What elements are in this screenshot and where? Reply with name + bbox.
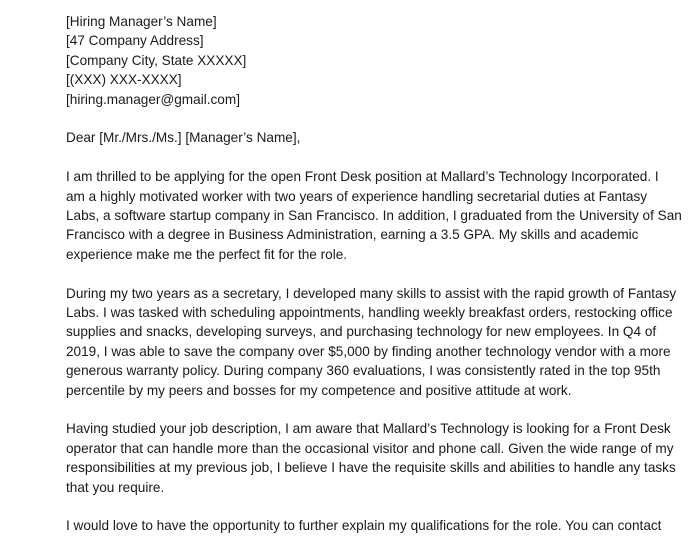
paragraph-line: am a highly motivated worker with two years of experience handling secretarial duties at Fantasy xyxy=(66,188,648,204)
paragraph-intro xyxy=(66,167,682,264)
paragraph-line: Having studied your job description, I am aware that Mallard’s Technology is looking for a Front Desk xyxy=(66,421,671,437)
recipient-email: [hiring.manager@gmail.com] xyxy=(66,91,240,107)
paragraph-closing xyxy=(66,516,662,535)
paragraph-line: I am thrilled to be applying for the open Front Desk position at Mallard’s Technology Incorporated. I xyxy=(66,169,659,185)
paragraph-line: During my two years as a secretary, I developed many skills to assist with the rapid growth of Fantasy xyxy=(66,285,677,301)
paragraph-line: operator that can handle more than the occasional visitor and phone call. Given the wide range of my xyxy=(66,440,674,456)
paragraph-fit xyxy=(66,419,676,497)
paragraph-line: supplies and snacks, developing surveys, and purchasing technology for new employees. In Q4 of xyxy=(66,324,657,340)
paragraph-experience xyxy=(66,284,677,400)
recipient-block xyxy=(66,12,646,109)
salutation: Dear [Mr./Mrs./Ms.] [Manager’s Name], xyxy=(66,130,301,146)
recipient-phone: [(XXX) XXX-XXXX] xyxy=(66,72,182,88)
paragraph-line: Labs. I was tasked with scheduling appointments, handling weekly breakfast orders, restocking office xyxy=(66,305,673,321)
cover-letter xyxy=(66,12,682,536)
paragraph-line: Francisco with a degree in Business Administration, earning a 3.5 GPA. My skills and academic xyxy=(66,227,639,243)
recipient-name: [Hiring Manager’s Name] xyxy=(66,14,217,29)
paragraph-line: experience make me the perfect fit for the role. xyxy=(66,246,348,262)
paragraph-line: generous warranty policy. During company 360 evaluations, I was consistently rated in the top 95th xyxy=(66,363,661,379)
paragraph-line: responsibilities at my previous job, I believe I have the requisite skills and abilities to handle any tasks xyxy=(66,460,676,476)
paragraph-line: 2019, I was able to save the company over $5,000 by finding another technology vendor with a more xyxy=(66,343,671,359)
recipient-address: [47 Company Address] xyxy=(66,33,204,49)
paragraph-line: Labs, a software startup company in San Francisco. In addition, I graduated from the University of San xyxy=(66,208,682,224)
recipient-city-state: [Company City, State XXXXX] xyxy=(66,52,247,68)
paragraph-line: percentile by my peers and bosses for my competence and positive attitude at work. xyxy=(66,382,572,398)
paragraph-line: that you require. xyxy=(66,479,165,495)
paragraph-line: I would love to have the opportunity to further explain my qualifications for the role. You can contact xyxy=(66,518,662,534)
